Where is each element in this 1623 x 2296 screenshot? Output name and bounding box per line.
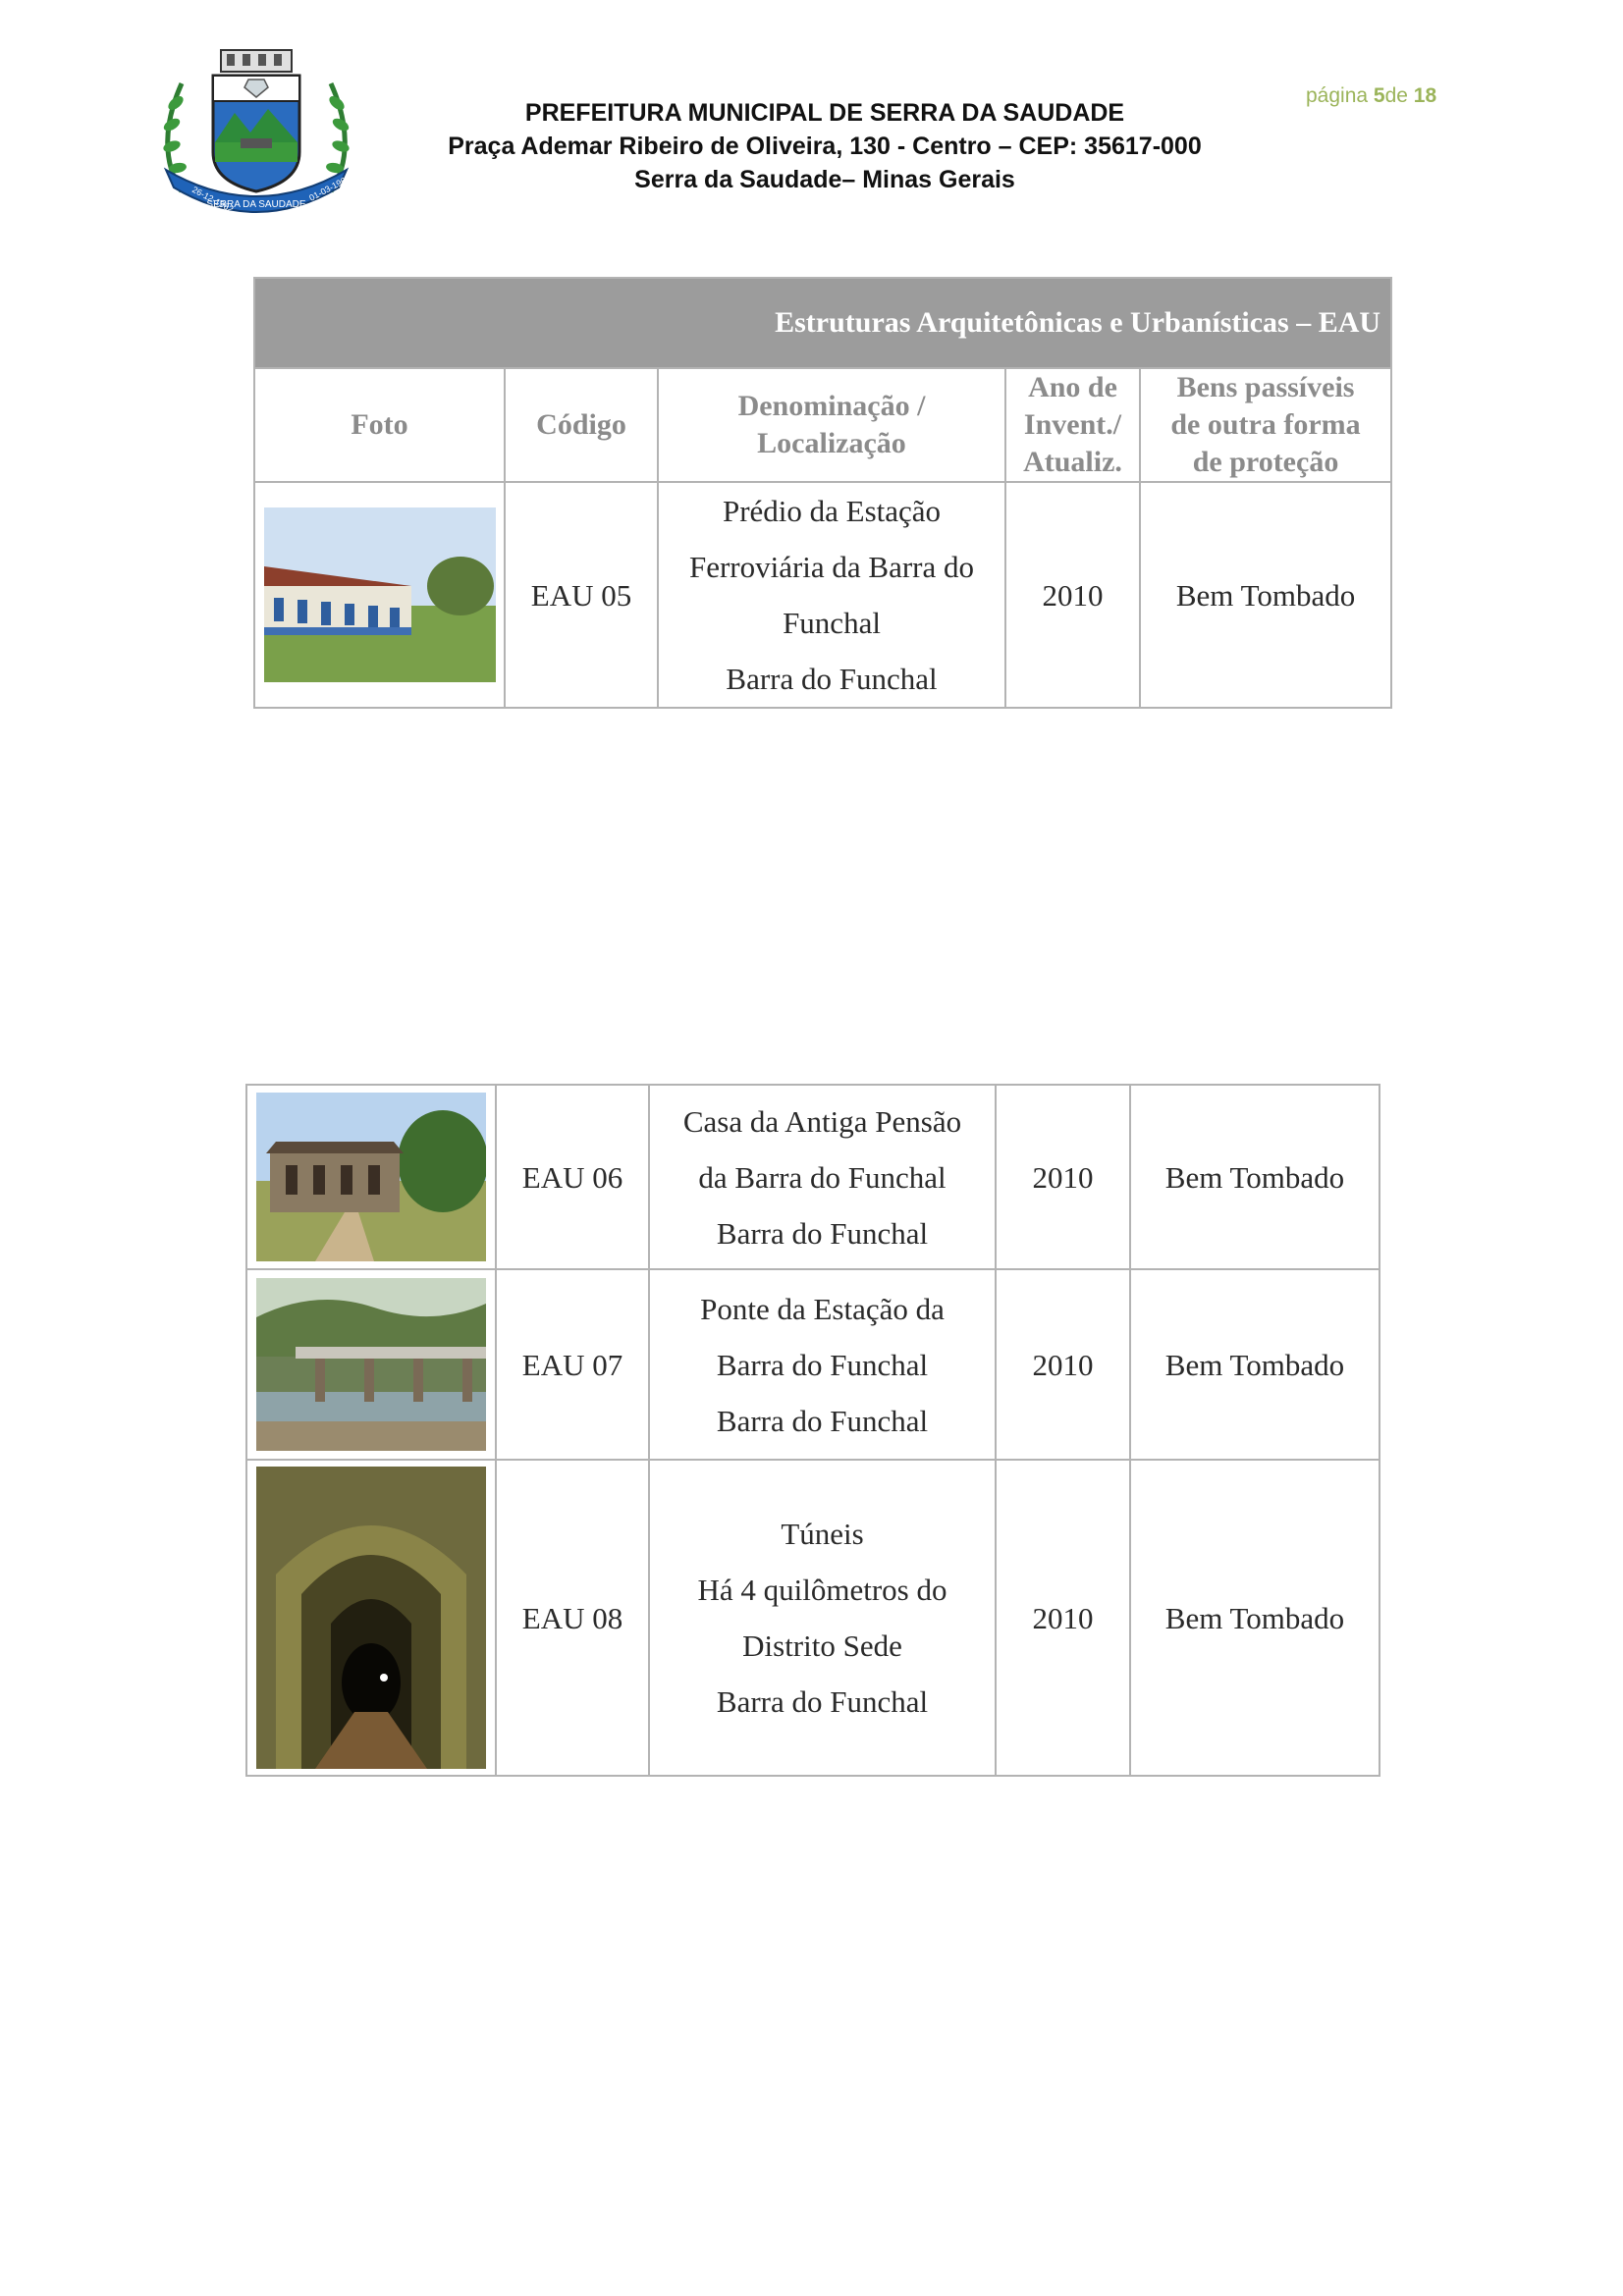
row-description: Ponte da Estação da Barra do Funchal Barra do Funchal (649, 1269, 996, 1460)
header-line-3: Serra da Saudade– Minas Gerais (634, 166, 1015, 193)
row-description: Prédio da Estação Ferroviária da Barra do Funchal Barra do Funchal (658, 482, 1005, 708)
page-indicator (1306, 84, 1436, 108)
row-year: 2010 (996, 1269, 1130, 1460)
photo-cell (246, 1460, 496, 1776)
station-photo (264, 507, 496, 682)
row-code: EAU 07 (496, 1269, 649, 1460)
row-status: Bem Tombado (1140, 482, 1391, 708)
table-header-row (254, 368, 1391, 482)
page-total: 18 (1413, 84, 1437, 107)
header-bens: Bens passíveis de outra forma de proteção (1140, 368, 1391, 482)
row-description: Túneis Há 4 quilômetros do Distrito Sede Barra do Funchal (649, 1460, 996, 1776)
page-sep: de (1384, 84, 1408, 107)
ribbon-left-date: 26-12-1962 (190, 184, 236, 215)
municipal-crest-icon (152, 44, 360, 216)
row-code: EAU 06 (496, 1085, 649, 1269)
page-prefix: página (1306, 84, 1369, 107)
page-header (353, 96, 1296, 196)
header-line-1: PREFEITURA MUNICIPAL DE SERRA DA SAUDADE (524, 99, 1125, 127)
page-current: 5 (1373, 84, 1385, 107)
pension-house-photo (256, 1093, 486, 1261)
row-status: Bem Tombado (1130, 1269, 1380, 1460)
row-code: EAU 08 (496, 1460, 649, 1776)
ribbon-center-text: SERRA DA SAUDADE (206, 199, 306, 210)
eau-table-part-2 (245, 1084, 1380, 1777)
row-year: 2010 (1005, 482, 1140, 708)
photo-cell (246, 1085, 496, 1269)
header-ano: Ano de Invent./ Atualiz. (1005, 368, 1140, 482)
table-row (254, 482, 1391, 708)
photo-cell (246, 1269, 496, 1460)
header-foto: Foto (254, 368, 505, 482)
table-row (246, 1269, 1380, 1460)
table-title: Estruturas Arquitetônicas e Urbanísticas – EAU (254, 278, 1391, 368)
row-code: EAU 05 (505, 482, 658, 708)
header-line-2: Praça Ademar Ribeiro de Oliveira, 130 - Centro – CEP: 35617-000 (448, 133, 1202, 160)
header-denominacao: Denominação / Localização (658, 368, 1005, 482)
row-status: Bem Tombado (1130, 1085, 1380, 1269)
bridge-photo (256, 1278, 486, 1451)
row-status: Bem Tombado (1130, 1460, 1380, 1776)
tunnel-photo (256, 1467, 486, 1769)
ribbon-right-date: 01-03-1963 (307, 173, 352, 203)
table-row (246, 1460, 1380, 1776)
row-description: Casa da Antiga Pensão da Barra do Funchal Barra do Funchal (649, 1085, 996, 1269)
row-year: 2010 (996, 1085, 1130, 1269)
row-year: 2010 (996, 1460, 1130, 1776)
header-codigo: Código (505, 368, 658, 482)
table-row (246, 1085, 1380, 1269)
eau-table-part-1 (253, 277, 1392, 709)
photo-cell (254, 482, 505, 708)
